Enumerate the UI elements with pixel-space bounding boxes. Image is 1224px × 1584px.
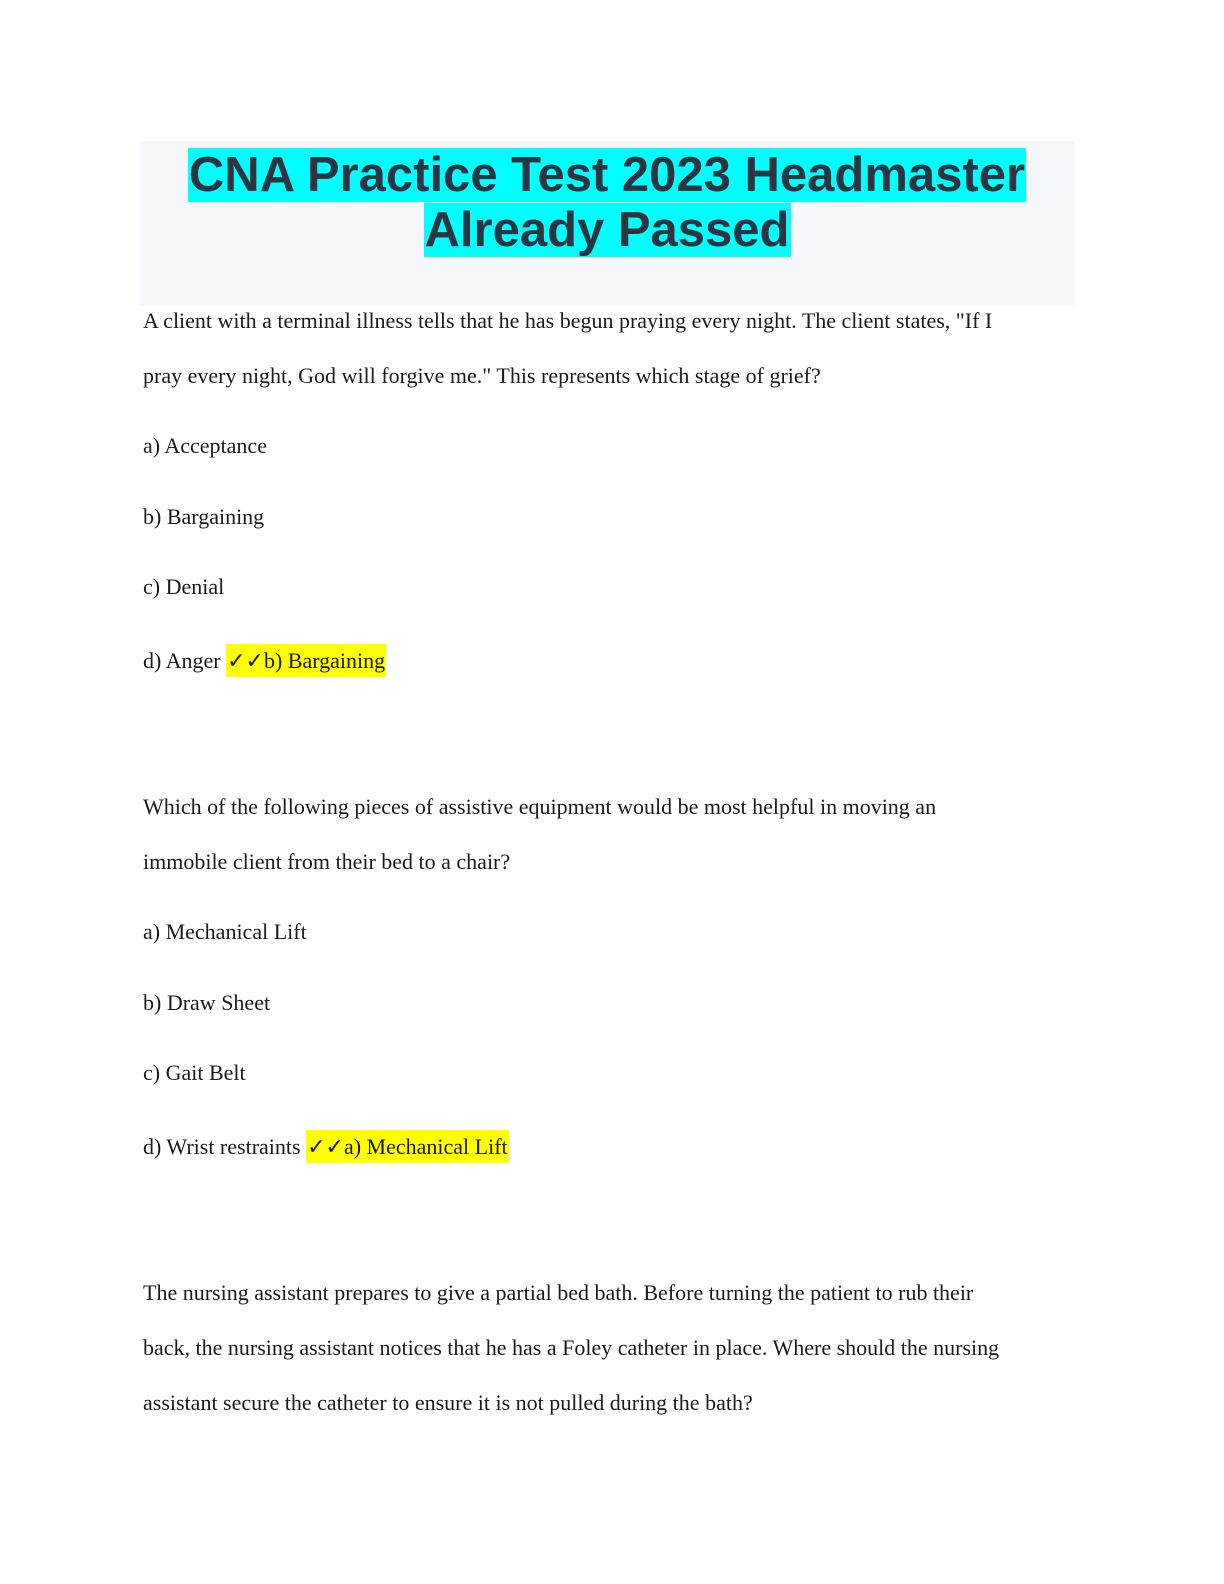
checkmark-icon: ✓✓ <box>307 1135 344 1160</box>
checkmark-icon: ✓✓ <box>227 649 264 674</box>
question-3-text-line-1: The nursing assistant prepares to give a partial bed bath. Before turning the patient to rub their <box>143 1280 974 1305</box>
question-2-text-line-2: immobile client from their bed to a chair? <box>143 849 511 874</box>
question-2-option-b: b) Draw Sheet <box>143 990 271 1015</box>
title-line-2: Already Passed <box>424 203 790 257</box>
question-3-text-line-3: assistant secure the catheter to ensure it is not pulled during the bath? <box>143 1390 753 1415</box>
question-1-option-d: d) Anger <box>143 648 221 673</box>
question-2-answer-highlight <box>306 1130 509 1163</box>
question-1-option-c: c) Denial <box>143 574 225 599</box>
question-2-option-c: c) Gait Belt <box>143 1060 246 1085</box>
question-1-text-line-1: A client with a terminal illness tells that he has begun praying every night. The client states, "If I <box>143 308 993 333</box>
title-block <box>140 141 1074 306</box>
question-1-option-a: a) Acceptance <box>143 433 267 458</box>
question-2-option-a: a) Mechanical Lift <box>143 919 307 944</box>
question-2-text-line-1: Which of the following pieces of assistive equipment would be most helpful in moving an <box>143 794 937 819</box>
title-line-1: CNA Practice Test 2023 Headmaster <box>188 148 1026 202</box>
question-2-option-d: d) Wrist restraints <box>143 1134 301 1159</box>
document-title <box>140 141 1074 258</box>
question-1-option-b: b) Bargaining <box>143 504 265 529</box>
question-1-text-line-2: pray every night, God will forgive me." This represents which stage of grief? <box>143 363 821 388</box>
question-1-option-d-row <box>143 646 386 677</box>
question-2-answer: a) Mechanical Lift <box>343 1134 508 1159</box>
question-2-option-d-row <box>143 1132 509 1163</box>
question-1-answer-highlight <box>226 644 386 677</box>
question-1-answer: b) Bargaining <box>263 648 386 673</box>
question-3-text-line-2: back, the nursing assistant notices that he has a Foley catheter in place. Where should the nursing <box>143 1335 1000 1360</box>
